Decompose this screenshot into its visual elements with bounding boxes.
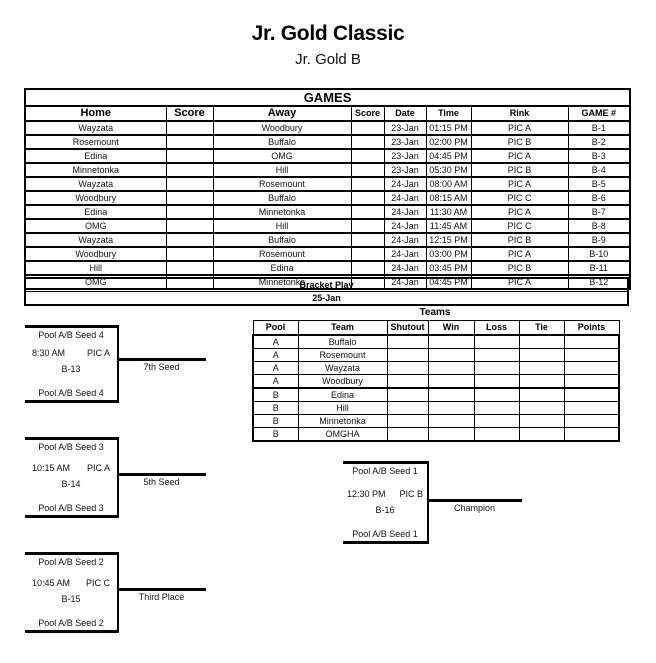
bracket-game-number: B-14 — [61, 479, 81, 489]
shutout-cell — [387, 402, 428, 415]
date-cell: 24-Jan — [384, 275, 426, 289]
home-team-cell: Edina — [25, 149, 166, 163]
game-number-cell: B-3 — [568, 149, 630, 163]
game-row — [25, 191, 630, 205]
team-cell: Rosemount — [298, 349, 387, 362]
bracket-rink: PIC B — [399, 489, 423, 499]
away-score-cell — [351, 121, 384, 135]
date-cell: 24-Jan — [384, 261, 426, 275]
away-team-cell: Edina — [213, 261, 351, 275]
time-cell: 03:45 PM — [426, 261, 471, 275]
team-row — [253, 428, 619, 442]
rink-cell: PIC A — [471, 247, 568, 261]
column-header-loss: Loss — [474, 321, 519, 336]
date-cell: 23-Jan — [384, 149, 426, 163]
game-row — [25, 121, 630, 135]
bracket-game-b13 — [25, 325, 119, 403]
home-score-cell — [166, 233, 213, 247]
team-row — [253, 349, 619, 362]
win-cell — [428, 362, 474, 375]
time-cell: 04:45 PM — [426, 149, 471, 163]
column-header-tie: Tie — [519, 321, 564, 336]
home-team-cell: Wayzata — [25, 233, 166, 247]
away-score-cell — [351, 261, 384, 275]
bracket-game-b14 — [25, 437, 119, 518]
game-row — [25, 163, 630, 177]
shutout-cell — [387, 375, 428, 389]
home-team-cell: Wayzata — [25, 121, 166, 135]
bracket-time: 12:30 PM — [347, 489, 386, 499]
win-cell — [428, 415, 474, 428]
bracket-result-label: Third Place — [138, 592, 185, 602]
game-number-cell: B-11 — [568, 261, 630, 275]
date-cell: 24-Jan — [384, 233, 426, 247]
time-cell: 02:00 PM — [426, 135, 471, 149]
away-team-cell: Rosemount — [213, 177, 351, 191]
time-cell: 05:30 PM — [426, 163, 471, 177]
rink-cell: PIC B — [471, 163, 568, 177]
game-number-cell: B-12 — [568, 275, 630, 289]
team-cell: Edina — [298, 388, 387, 402]
bracket-result-label: Champion — [453, 503, 496, 513]
pool-cell: A — [253, 375, 298, 389]
away-team-cell: Buffalo — [213, 191, 351, 205]
tie-cell — [519, 388, 564, 402]
game-number-cell: B-8 — [568, 219, 630, 233]
rink-cell: PIC A — [471, 121, 568, 135]
bracket-play-banner — [24, 277, 629, 306]
loss-cell — [474, 402, 519, 415]
home-team-cell: OMG — [25, 219, 166, 233]
away-score-cell — [351, 205, 384, 219]
home-team-cell: Woodbury — [25, 247, 166, 261]
home-team-cell: Minnetonka — [25, 163, 166, 177]
loss-cell — [474, 362, 519, 375]
away-team-cell: Minnetonka — [213, 205, 351, 219]
game-number-cell: B-1 — [568, 121, 630, 135]
pool-b-group — [253, 388, 619, 441]
game-row — [25, 233, 630, 247]
tie-cell — [519, 335, 564, 349]
rink-cell: PIC A — [471, 275, 568, 289]
points-cell — [564, 428, 619, 442]
points-cell — [564, 415, 619, 428]
team-cell: Wayzata — [298, 362, 387, 375]
tie-cell — [519, 362, 564, 375]
page-subtitle: Jr. Gold B — [295, 51, 361, 68]
loss-cell — [474, 388, 519, 402]
column-header-away: Away — [213, 106, 351, 121]
bracket-game-number: B-13 — [61, 364, 81, 374]
column-header-home: Home — [25, 106, 166, 121]
game-number-cell: B-2 — [568, 135, 630, 149]
game-row — [25, 219, 630, 233]
away-team-cell: Buffalo — [213, 233, 351, 247]
bracket-bottom-seed: Pool A/B Seed 2 — [38, 618, 104, 628]
pool-cell: A — [253, 362, 298, 375]
column-header-shutout: Shutout — [387, 321, 428, 336]
loss-cell — [474, 349, 519, 362]
points-cell — [564, 335, 619, 349]
away-score-cell — [351, 177, 384, 191]
home-score-cell — [166, 163, 213, 177]
home-score-cell — [166, 247, 213, 261]
date-cell: 23-Jan — [384, 135, 426, 149]
shutout-cell — [387, 428, 428, 442]
bracket-result-line — [117, 358, 206, 373]
tie-cell — [519, 402, 564, 415]
game-row — [25, 247, 630, 261]
tie-cell — [519, 428, 564, 442]
win-cell — [428, 375, 474, 389]
away-score-cell — [351, 149, 384, 163]
team-cell: Buffalo — [298, 335, 387, 349]
bracket-top-seed: Pool A/B Seed 1 — [352, 466, 418, 476]
shutout-cell — [387, 362, 428, 375]
win-cell — [428, 335, 474, 349]
games-table — [24, 88, 631, 290]
away-team-cell: Minnetonka — [213, 275, 351, 289]
loss-cell — [474, 415, 519, 428]
bracket-time: 8:30 AM — [32, 348, 66, 358]
tie-cell — [519, 415, 564, 428]
points-cell — [564, 388, 619, 402]
column-header-date: Date — [384, 106, 426, 121]
home-score-cell — [166, 191, 213, 205]
time-cell: 12:15 PM — [426, 233, 471, 247]
bracket-rink: PIC C — [85, 578, 110, 588]
team-row — [253, 402, 619, 415]
column-header-points: Points — [564, 321, 619, 336]
date-cell: 24-Jan — [384, 205, 426, 219]
bracket-rink: PIC A — [86, 348, 110, 358]
shutout-cell — [387, 388, 428, 402]
game-row — [25, 205, 630, 219]
win-cell — [428, 402, 474, 415]
shutout-cell — [387, 349, 428, 362]
tie-cell — [519, 349, 564, 362]
bracket-bottom-seed: Pool A/B Seed 4 — [38, 388, 104, 398]
pool-a-group — [253, 335, 619, 388]
time-cell: 04:45 PM — [426, 275, 471, 289]
away-team-cell: OMG — [213, 149, 351, 163]
away-score-cell — [351, 247, 384, 261]
bracket-game-number: B-16 — [375, 505, 395, 515]
bracket-result-label: 5th Seed — [143, 477, 180, 487]
column-header-game-number: GAME # — [568, 106, 630, 121]
team-row — [253, 388, 619, 402]
date-cell: 24-Jan — [384, 247, 426, 261]
home-score-cell — [166, 219, 213, 233]
pool-cell: B — [253, 428, 298, 442]
teams-title: Teams — [419, 307, 451, 318]
team-row — [253, 335, 619, 349]
team-cell: Hill — [298, 402, 387, 415]
date-cell: 24-Jan — [384, 191, 426, 205]
date-cell: 24-Jan — [384, 177, 426, 191]
home-score-cell — [166, 135, 213, 149]
games-title: GAMES — [25, 89, 630, 106]
team-row — [253, 375, 619, 389]
game-number-cell: B-4 — [568, 163, 630, 177]
date-cell: 24-Jan — [384, 219, 426, 233]
win-cell — [428, 349, 474, 362]
bracket-game-b15 — [25, 552, 119, 633]
away-score-cell — [351, 135, 384, 149]
bracket-play-title: Bracket Play — [299, 280, 354, 290]
time-cell: 11:45 AM — [426, 219, 471, 233]
loss-cell — [474, 335, 519, 349]
game-row — [25, 149, 630, 163]
home-score-cell — [166, 205, 213, 219]
teams-table — [252, 320, 620, 442]
time-cell: 08:15 AM — [426, 191, 471, 205]
games-title-row — [25, 89, 630, 106]
game-number-cell: B-6 — [568, 191, 630, 205]
bracket-play-date: 25-Jan — [26, 291, 627, 304]
rink-cell: PIC B — [471, 135, 568, 149]
home-team-cell: Woodbury — [25, 191, 166, 205]
game-number-cell: B-9 — [568, 233, 630, 247]
points-cell — [564, 375, 619, 389]
bracket-result-line — [427, 499, 522, 514]
shutout-cell — [387, 415, 428, 428]
bracket-rink: PIC A — [86, 463, 110, 473]
game-number-cell: B-7 — [568, 205, 630, 219]
teams-header-row — [253, 321, 619, 336]
bracket-bottom-seed: Pool A/B Seed 1 — [352, 529, 418, 539]
bracket-top-seed: Pool A/B Seed 4 — [38, 330, 104, 340]
column-header-time: Time — [426, 106, 471, 121]
game-number-cell: B-10 — [568, 247, 630, 261]
loss-cell — [474, 428, 519, 442]
pool-cell: A — [253, 349, 298, 362]
pool-cell: A — [253, 335, 298, 349]
rink-cell: PIC A — [471, 149, 568, 163]
away-team-cell: Woodbury — [213, 121, 351, 135]
column-header-team: Team — [298, 321, 387, 336]
away-team-cell: Hill — [213, 219, 351, 233]
away-team-cell: Hill — [213, 163, 351, 177]
pool-cell: B — [253, 415, 298, 428]
away-team-cell: Rosemount — [213, 247, 351, 261]
pool-cell: B — [253, 388, 298, 402]
date-cell: 23-Jan — [384, 163, 426, 177]
bracket-game-number: B-15 — [61, 594, 81, 604]
home-team-cell: Hill — [25, 261, 166, 275]
points-cell — [564, 402, 619, 415]
home-team-cell: OMG — [25, 275, 166, 289]
rink-cell: PIC A — [471, 205, 568, 219]
home-score-cell — [166, 121, 213, 135]
bracket-top-seed: Pool A/B Seed 3 — [38, 442, 104, 452]
game-row — [25, 177, 630, 191]
rink-cell: PIC B — [471, 261, 568, 275]
time-cell: 01:15 PM — [426, 121, 471, 135]
away-score-cell — [351, 233, 384, 247]
rink-cell: PIC C — [471, 219, 568, 233]
column-header-rink: Rink — [471, 106, 568, 121]
pool-cell: B — [253, 402, 298, 415]
bracket-game-b16 — [343, 461, 429, 544]
home-score-cell — [166, 177, 213, 191]
shutout-cell — [387, 335, 428, 349]
points-cell — [564, 349, 619, 362]
time-cell: 03:00 PM — [426, 247, 471, 261]
column-header-win: Win — [428, 321, 474, 336]
home-score-cell — [166, 261, 213, 275]
away-team-cell: Buffalo — [213, 135, 351, 149]
bracket-result-line — [117, 473, 206, 488]
page-title: Jr. Gold Classic — [251, 22, 405, 45]
points-cell — [564, 362, 619, 375]
home-team-cell: Wayzata — [25, 177, 166, 191]
home-team-cell: Edina — [25, 205, 166, 219]
column-header-pool: Pool — [253, 321, 298, 336]
bracket-bottom-seed: Pool A/B Seed 3 — [38, 503, 104, 513]
bracket-time: 10:15 AM — [32, 463, 71, 473]
away-score-cell — [351, 163, 384, 177]
team-cell: Minnetonka — [298, 415, 387, 428]
game-row — [25, 135, 630, 149]
tie-cell — [519, 375, 564, 389]
rink-cell: PIC A — [471, 177, 568, 191]
games-header-row — [25, 106, 630, 121]
rink-cell: PIC C — [471, 191, 568, 205]
time-cell: 11:30 AM — [426, 205, 471, 219]
column-header-away-score: Score — [351, 106, 384, 121]
bracket-result-line — [117, 588, 206, 603]
bracket-time: 10:45 AM — [32, 578, 71, 588]
team-cell: OMGHA — [298, 428, 387, 442]
game-number-cell: B-5 — [568, 177, 630, 191]
rink-cell: PIC B — [471, 233, 568, 247]
win-cell — [428, 388, 474, 402]
team-row — [253, 415, 619, 428]
team-row — [253, 362, 619, 375]
away-score-cell — [351, 219, 384, 233]
away-score-cell — [351, 191, 384, 205]
bracket-result-label: 7th Seed — [143, 362, 180, 372]
bracket-top-seed: Pool A/B Seed 2 — [38, 557, 104, 567]
team-cell: Woodbury — [298, 375, 387, 389]
time-cell: 08:00 AM — [426, 177, 471, 191]
win-cell — [428, 428, 474, 442]
loss-cell — [474, 375, 519, 389]
date-cell: 23-Jan — [384, 121, 426, 135]
column-header-home-score: Score — [166, 106, 213, 121]
home-score-cell — [166, 149, 213, 163]
home-team-cell: Rosemount — [25, 135, 166, 149]
game-row — [25, 261, 630, 275]
